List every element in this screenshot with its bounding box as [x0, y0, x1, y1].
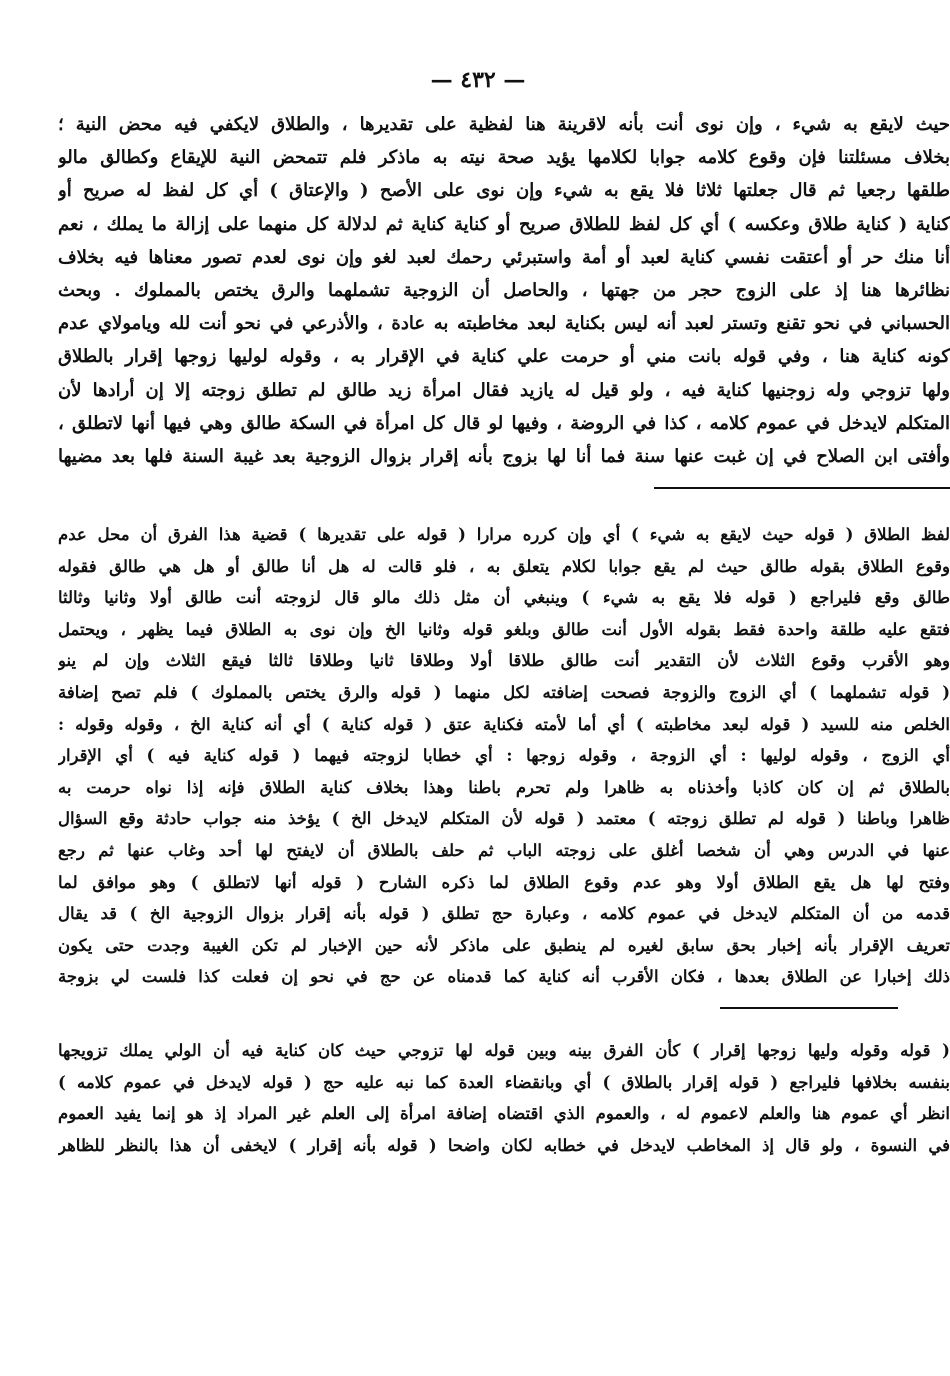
page-number: — ٤٣٢ —	[430, 67, 526, 93]
main-text-line: كونه كناية هنا ، وفي قوله بانت مني أو حرمت علي كناية في الإقرار به ، وقوله لوليها زوجها إقرار بالطلاق	[58, 346, 950, 368]
commentary-line: بنفسه بخلافها فليراجع ( قوله إقرار بالطلاق ) أي وبانقضاء العدة كما نبه عليه حج ( قوله لايدخل في عموم كلامه )	[58, 1072, 950, 1092]
main-text-line: الحسباني في نحو تقنع وتستر لعبد أنه ليس بكناية لبعد مخاطبته به عادة ، والأذرعي في نحو أنت لله ويامولاي عدم	[58, 313, 950, 335]
page	[58, 58, 950, 1348]
commentary-line: ( قوله وقوله وليها زوجها إقرار ) كأن الفرق بينه وبين قوله لها تزوجي حيث كان كناية فيه أن الولي يملك تزويجها	[58, 1040, 950, 1060]
main-text	[58, 108, 950, 473]
main-text-line: حيث لايقع به شيء ، وإن نوى أنت بأنه لاقرينة هنا لفظية على تقديرها ، والطلاق لايكفي فيه محض النية ؛	[58, 114, 950, 135]
commentary-line: ( قوله تشملهما ) أي الزوج والزوجة فصحت إضافته لكل منهما ( قوله والرق يختص بالمملوك ) فلم تصح إضافة	[58, 683, 950, 703]
commentary-first	[58, 519, 950, 993]
main-text-line: ولها تزوجي وله زوجنيها كناية فيه ، ولو قيل له يازيد فقال امرأة زيد طالق لم تطلق زوجته إلا إن أرادها لأن	[58, 379, 950, 401]
commentary-line: وهو الأقرب وقوع الثلاث لأن التقدير أنت طالق طلاقا أولا وطلاقا ثانيا وطلاقا ثالثا فيقع الثلاث وإن لم ينو	[58, 651, 950, 671]
commentary-line: لفظ الطلاق ( قوله حيث لايقع به شيء ) أي وإن كرره مرارا ( قوله على تقديرها ) قضية هذا الفرق أن محل عدم	[58, 525, 950, 545]
commentary-line: ذلك إخبارا عن الطلاق بعدها ، فكان الأقرب أنه كناية كما قدمناه عن حج في نحو إن فعلت كذا فلست لي بزوجة	[58, 967, 950, 987]
commentary-line: بالطلاق ثم إن كان كاذبا وأخذناه به ظاهرا ولم تحرم باطنا وهذا بخلاف كناية الطلاق فإنه إذا نواه حرمت به	[58, 777, 950, 797]
commentary-second	[58, 1035, 950, 1161]
commentary-line: وفتح لها هل يقع الطلاق أولا وهو عدم وقوع الطلاق لما ذكره الشارح ( قوله أنها لاتطلق ) وهو موافق لما	[58, 872, 950, 892]
main-text-line: المتكلم لايدخل في عموم كلامه ، كذا في الروضة ، وفيها لو قال كل امرأة في السكة طالق وهي فيها أنها لاتطلق ،	[58, 412, 950, 434]
commentary-line: في النسوة ، ولو قال إذ المخاطب لايدخل في خطابه لكان واضحا ( قوله بأنه إقرار ) لايخفى أن هذا بالنظر للظاهر	[58, 1135, 950, 1155]
commentary-line: عنها في الدرس وهي أن شخصا أغلق على زوجته الباب ثم حلف بالطلاق أن لايفتح لها أحد وغاب عنها ثم رجع	[58, 841, 950, 860]
commentary-divider	[720, 1007, 898, 1009]
commentary-line: قدمه من أن المتكلم لايدخل في عموم كلامه ، وعبارة حج تطلق ( قوله بأنه إقرار بزوال الزوجية الخ ) قد يقال	[58, 904, 950, 924]
commentary-line: فتقع عليه طلقة واحدة فقط بقوله الأول أنت طالق وبلغو قوله وثانيا الخ وإن نوى به الطلاق فيما يظهر ، ويحتمل	[58, 619, 950, 639]
main-text-line: نظائرها هنا إذ على الزوج حجر من جهتها ، والحاصل أن الزوجية تشملهما والرق يختص بالمملوك . وبحث	[58, 279, 950, 301]
commentary-line: وقوع الطلاق بقوله طالق حيث لم يقع جوابا لكلام يتعلق به ، فلو قالت له هل أنا طالق أو هل هي طالق فقوله	[58, 556, 950, 576]
main-text-line: وأفتى ابن الصلاح في إن غبت عنها سنة فما أنا لها بزوج بأنه إقرار بزوال الزوجية بعد غيبة السنة فلها بعد مضيها	[58, 445, 950, 467]
commentary-line: الخلص منه للسيد ( قوله لبعد مخاطبته ) أي أما لأمته فكناية عتق ( قوله كناية ) أي أنه كناية الخ ، وقوله وقوله :	[58, 714, 950, 734]
commentary-line: أي الزوج ، وقوله لوليها : أي الزوجة ، وقوله زوجها : أي خطابا لزوجته فيهما ( قوله كناية فيه ) أي الإقرار	[58, 746, 950, 766]
commentary-line: ظاهرا وباطنا ( قوله لم تطلق زوجته ) معتمد ( قوله لأن المتكلم لايدخل الخ ) يؤخذ منه جواب حادثة وقع السؤال	[58, 809, 950, 829]
commentary-line: طالق وقع فليراجع ( قوله فلا يقع به شيء ) وينبغي أن مثل ذلك مالو قال لزوجته أنت طالق أولا وثانيا وثالثا	[58, 588, 950, 608]
main-text-line: كناية ( كناية طلاق وعكسه ) أي كل لفظ للطلاق صريح أو كناية كناية ثم لدلالة كل منهما على إزالة ما يملك ، نعم	[58, 213, 950, 235]
footnote-divider	[654, 487, 950, 489]
commentary-line: انظر أي عموم هنا والعلم لاعموم له ، والعموم الذي اقتضاه إضافة امرأة إلى العلم غير المراد إذ هو إنما يفيد العموم	[58, 1104, 950, 1124]
main-text-line: طلقها رجعيا ثم قال جعلتها ثلاثا فلا يقع به شيء وإن نوى على الأصح ( والإعتاق ) أي كل لفظ له صريح أو	[58, 180, 950, 202]
commentary-line: تعريف الإقرار بأنه إخبار بحق سابق لغيره لم ينطبق على ماذكر لأنه حين الإخبار لم تكن الغيبة وجدت حتى يكون	[58, 935, 950, 955]
main-text-line: أنا منك حر أو أعتقت نفسي كناية لعبد أو أمة واستبرئي رحمك لعبد لغو وإن نوى لعدم تصور معناها فيه بخلاف	[58, 246, 950, 268]
main-text-line: بخلاف مسئلتنا فإن وقوع كلامه جوابا لكلامها يؤيد صحة نيته به ماذكر فلم تتمحض النية للإيقاع وكطالق مالو	[58, 147, 950, 169]
